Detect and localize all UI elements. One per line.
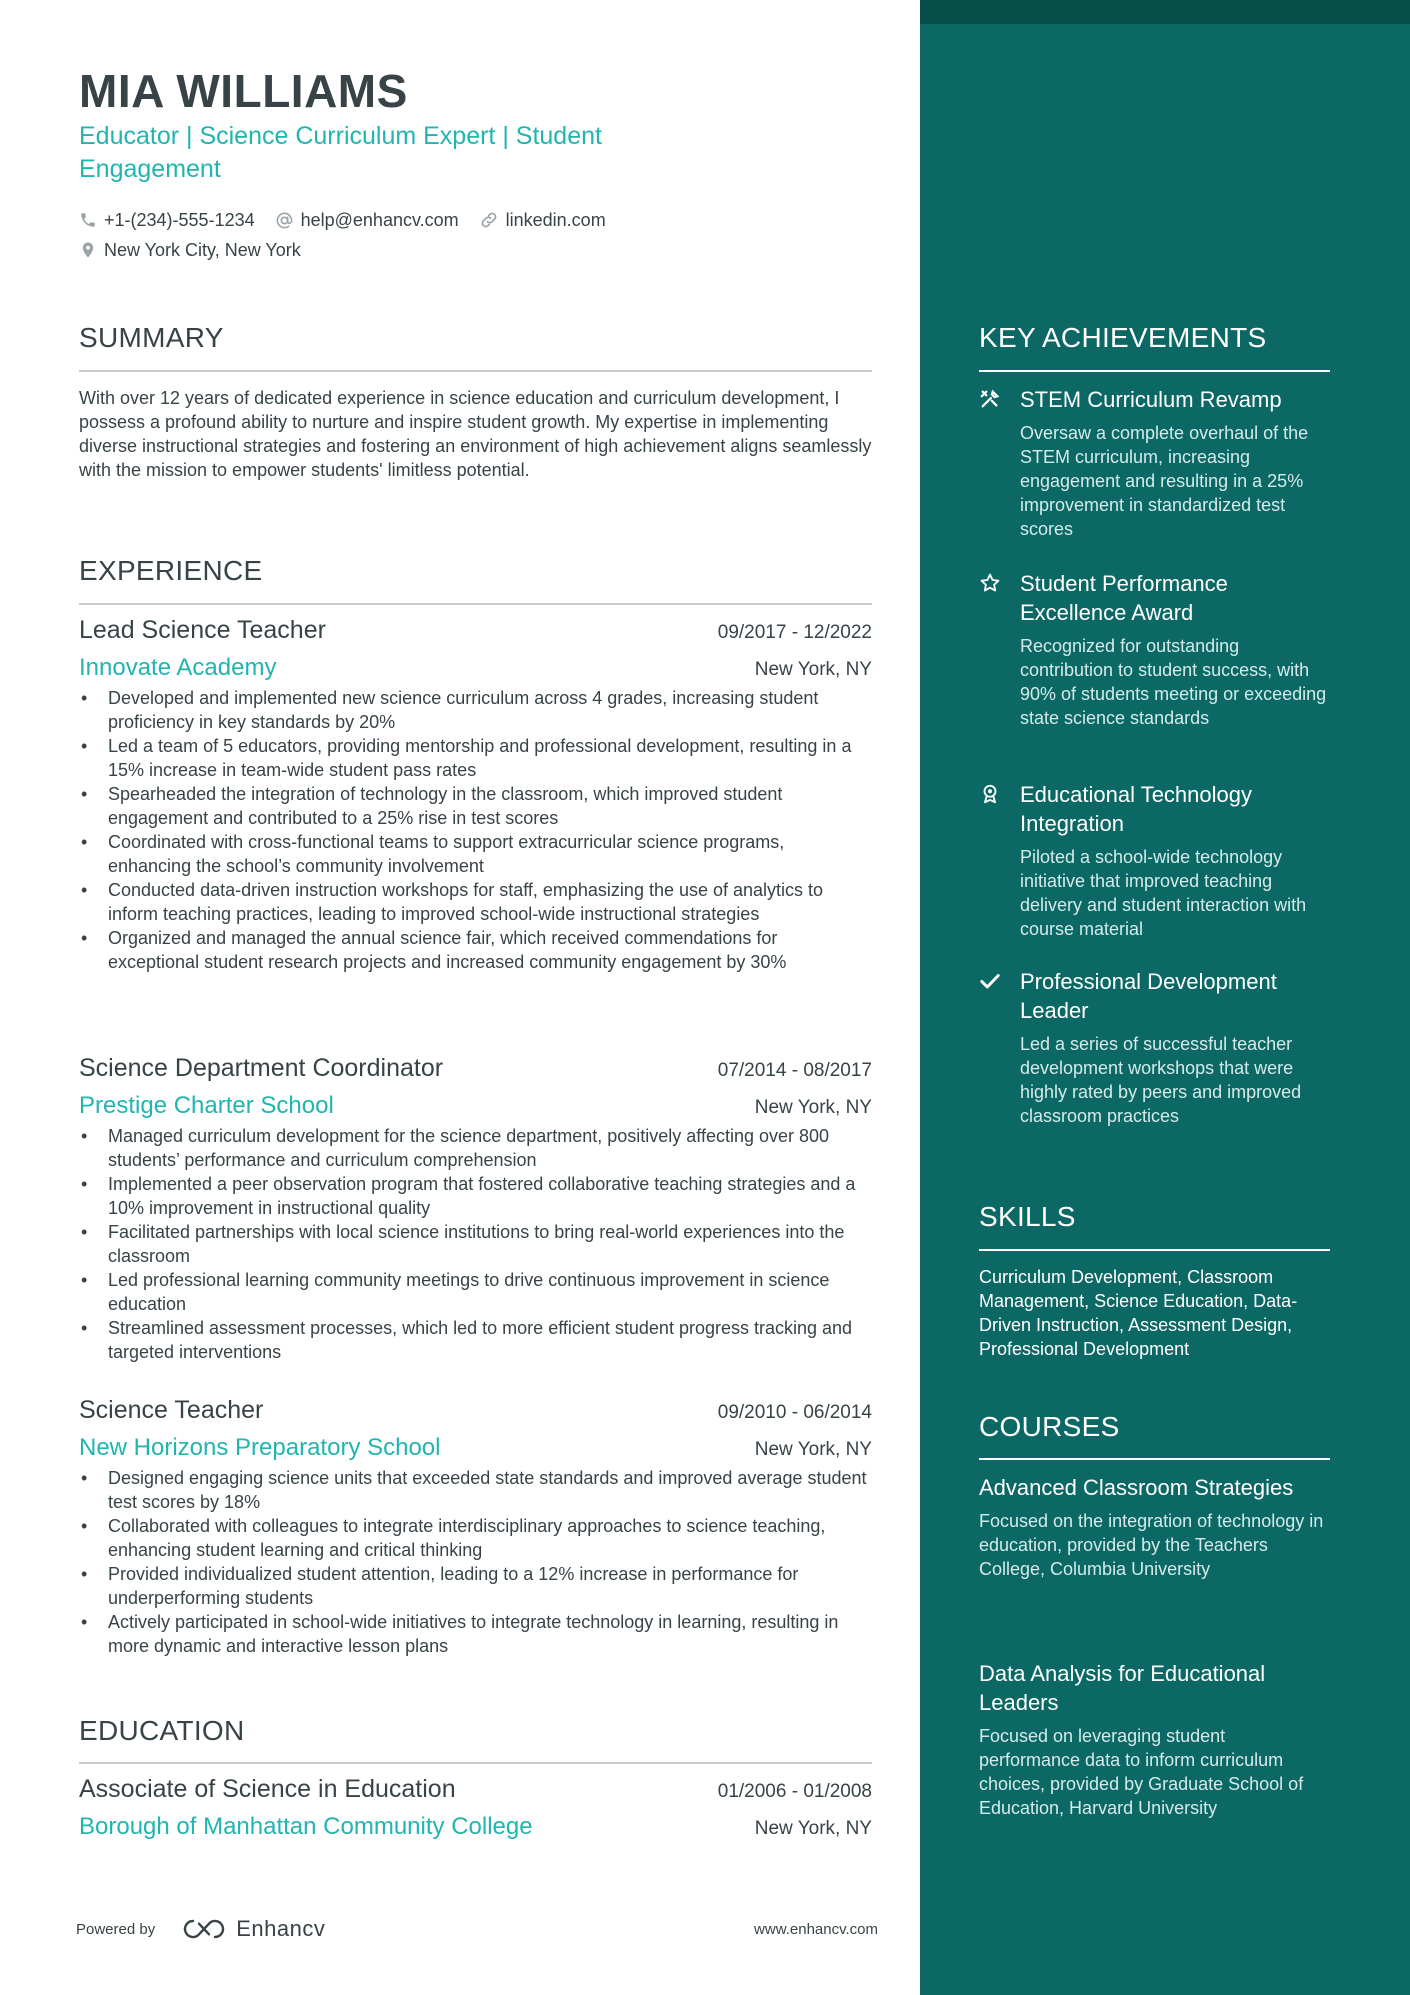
experience-divider [79,603,872,605]
job-dates: 09/2010 - 06/2014 [717,1402,872,1423]
job-dates: 09/2017 - 12/2022 [717,622,872,643]
achievement-title: Educational Technology Integration [1020,782,1252,836]
education-dates: 01/2006 - 01/2008 [717,1781,872,1802]
footer-url[interactable]: www.enhancv.com [754,1920,878,1938]
summary-text: With over 12 years of dedicated experience in science education and curriculum development, I possess a profound ability to nurture and inspire student growth. My expertise in implementing diverse instructional strategies and fostering an environment of high achievement aligns seamlessly with the mission to empower students' limitless potential. [79,388,872,480]
bullet-item: • Coordinated with cross-functional teams to support extracurricular science programs, enhancing the school’s community involvement [79,830,872,878]
bullet-item: • Led a team of 5 educators, providing mentorship and professional development, resulting in a 15% increase in team-wide student pass rates [79,734,872,782]
job-title: Lead Science Teacher [79,616,326,644]
course-title: Data Analysis for Educational Leaders [979,1661,1266,1715]
bullet-item: • Facilitated partnerships with local science institutions to bring real-world experiences into the classroom [79,1220,872,1268]
linkedin-contact[interactable] [479,210,606,231]
job-entry [79,1396,872,1658]
courses-divider [979,1458,1330,1460]
achievement-title: Professional Development Leader [1020,969,1277,1023]
courses-heading: COURSES [979,1411,1120,1442]
bullet-item: • Developed and implemented new science curriculum across 4 grades, increasing student proficiency in key standards by 20% [79,686,872,734]
achievement-item [979,569,1330,730]
achievement-desc: Piloted a school-wide technology initiative that improved teaching delivery and student interaction with course material [1020,847,1307,939]
phone-contact[interactable] [79,210,255,231]
job-bullets [79,686,872,974]
course-item [979,1659,1330,1820]
summary-heading: SUMMARY [79,322,224,353]
powered-by-label: Powered by [76,1920,156,1938]
award-ribbon-icon [979,783,1001,805]
phone-icon [79,211,97,229]
job-location: New York, NY [754,1097,872,1118]
tools-icon [979,388,1001,410]
job-entry [79,1054,872,1364]
achievement-item [979,967,1330,1128]
achievements-divider [979,370,1330,372]
course-item [979,1473,1330,1581]
job-location: New York, NY [754,1439,872,1460]
skills-list: Curriculum Development, Classroom Management, Science Education, Data-Driven Instruction, Assessment Design, Professional Development [979,1267,1298,1359]
location-text: New York City, New York [104,239,301,260]
sidebar [920,0,1410,1995]
brand-logo[interactable] [181,1916,325,1942]
brand-name: Enhancv [236,1916,326,1941]
checkmark-icon [979,970,1001,992]
education-location: New York, NY [754,1818,872,1839]
bullet-item: • Organized and managed the annual science fair, which received commendations for exceptional student research projects and increased community engagement by 30% [79,926,872,974]
bullet-item: • Led professional learning community meetings to drive continuous improvement in science education [79,1268,872,1316]
bullet-item: • Spearheaded the integration of technology in the classroom, which improved student engagement and contributed to a 25% rise in test scores [79,782,872,830]
job-title: Science Department Coordinator [79,1054,444,1082]
bullet-item: • Collaborated with colleagues to integrate interdisciplinary approaches to science teaching, enhancing student learning and critical thinking [79,1514,872,1562]
achievement-desc: Led a series of successful teacher development workshops that were highly rated by peers and improved classroom practices [1020,1034,1302,1126]
email-contact[interactable] [275,210,459,231]
phone-text: +1-(234)-555-1234 [104,209,255,230]
education-entry [79,1775,872,1841]
job-dates: 07/2014 - 08/2017 [717,1060,872,1081]
linkedin-text: linkedin.com [505,209,606,230]
achievement-item [979,780,1330,941]
achievement-item [979,385,1330,541]
bullet-item: • Actively participated in school-wide initiatives to integrate technology in learning, resulting in more dynamic and interactive lesson plans [79,1610,872,1658]
education-heading: EDUCATION [79,1715,245,1746]
education-divider [79,1762,872,1764]
bullet-item: • Implemented a peer observation program that fostered collaborative teaching strategies and a 10% improvement in instructional quality [79,1172,872,1220]
achievement-title: STEM Curriculum Revamp [1020,387,1282,412]
achievements-heading: KEY ACHIEVEMENTS [979,322,1267,353]
job-bullets [79,1466,872,1658]
sidebar-top-band [920,0,1410,24]
school-name: Borough of Manhattan Community College [79,1813,533,1840]
achievement-desc: Recognized for outstanding contribution to student success, with 90% of students meeting or exceeding state science standards [1020,636,1327,728]
location-contact [79,240,301,261]
job-location: New York, NY [754,659,872,680]
bullet-item: • Streamlined assessment processes, which led to more efficient student progress tracking and targeted interventions [79,1316,872,1364]
course-desc: Focused on leveraging student performance data to inform curriculum choices, provided by Graduate School of Education, Harvard University [979,1726,1304,1818]
achievement-title: Student Performance Excellence Award [1020,571,1228,625]
skills-divider [979,1249,1330,1251]
contact-info [79,205,626,265]
company-name: Innovate Academy [79,654,277,681]
company-name: New Horizons Preparatory School [79,1434,441,1461]
company-name: Prestige Charter School [79,1092,334,1119]
enhancv-logo-icon [181,1917,227,1941]
job-title: Science Teacher [79,1396,264,1424]
star-icon [979,572,1001,594]
job-entry [79,616,872,974]
job-bullets [79,1124,872,1364]
skills-heading: SKILLS [979,1201,1076,1232]
location-pin-icon [79,240,97,260]
headline: Educator | Science Curriculum Expert | Student Engagement [79,122,602,183]
bullet-item: • Conducted data-driven instruction workshops for staff, emphasizing the use of analytics to inform teaching practices, leading to improved school-wide instructional strategies [79,878,872,926]
experience-heading: EXPERIENCE [79,555,263,586]
course-title: Advanced Classroom Strategies [979,1475,1294,1500]
summary-divider [79,370,872,372]
bullet-item: • Designed engaging science units that exceeded state standards and improved average student test scores by 18% [79,1466,872,1514]
degree-title: Associate of Science in Education [79,1775,456,1803]
course-desc: Focused on the integration of technology in education, provided by the Teachers College, Columbia University [979,1511,1324,1579]
link-icon [479,210,499,230]
achievement-desc: Oversaw a complete overhaul of the STEM curriculum, increasing engagement and resulting in a 25% improvement in standardized test scores [1020,423,1309,539]
email-text: help@enhancv.com [300,209,459,230]
bullet-item: • Managed curriculum development for the science department, positively affecting over 800 students’ performance and curriculum comprehension [79,1124,872,1172]
candidate-name: MIA WILLIAMS [79,65,408,117]
footer [76,1914,878,1944]
at-icon [275,211,294,230]
bullet-item: • Provided individualized student attention, leading to a 12% increase in performance for underperforming students [79,1562,872,1610]
